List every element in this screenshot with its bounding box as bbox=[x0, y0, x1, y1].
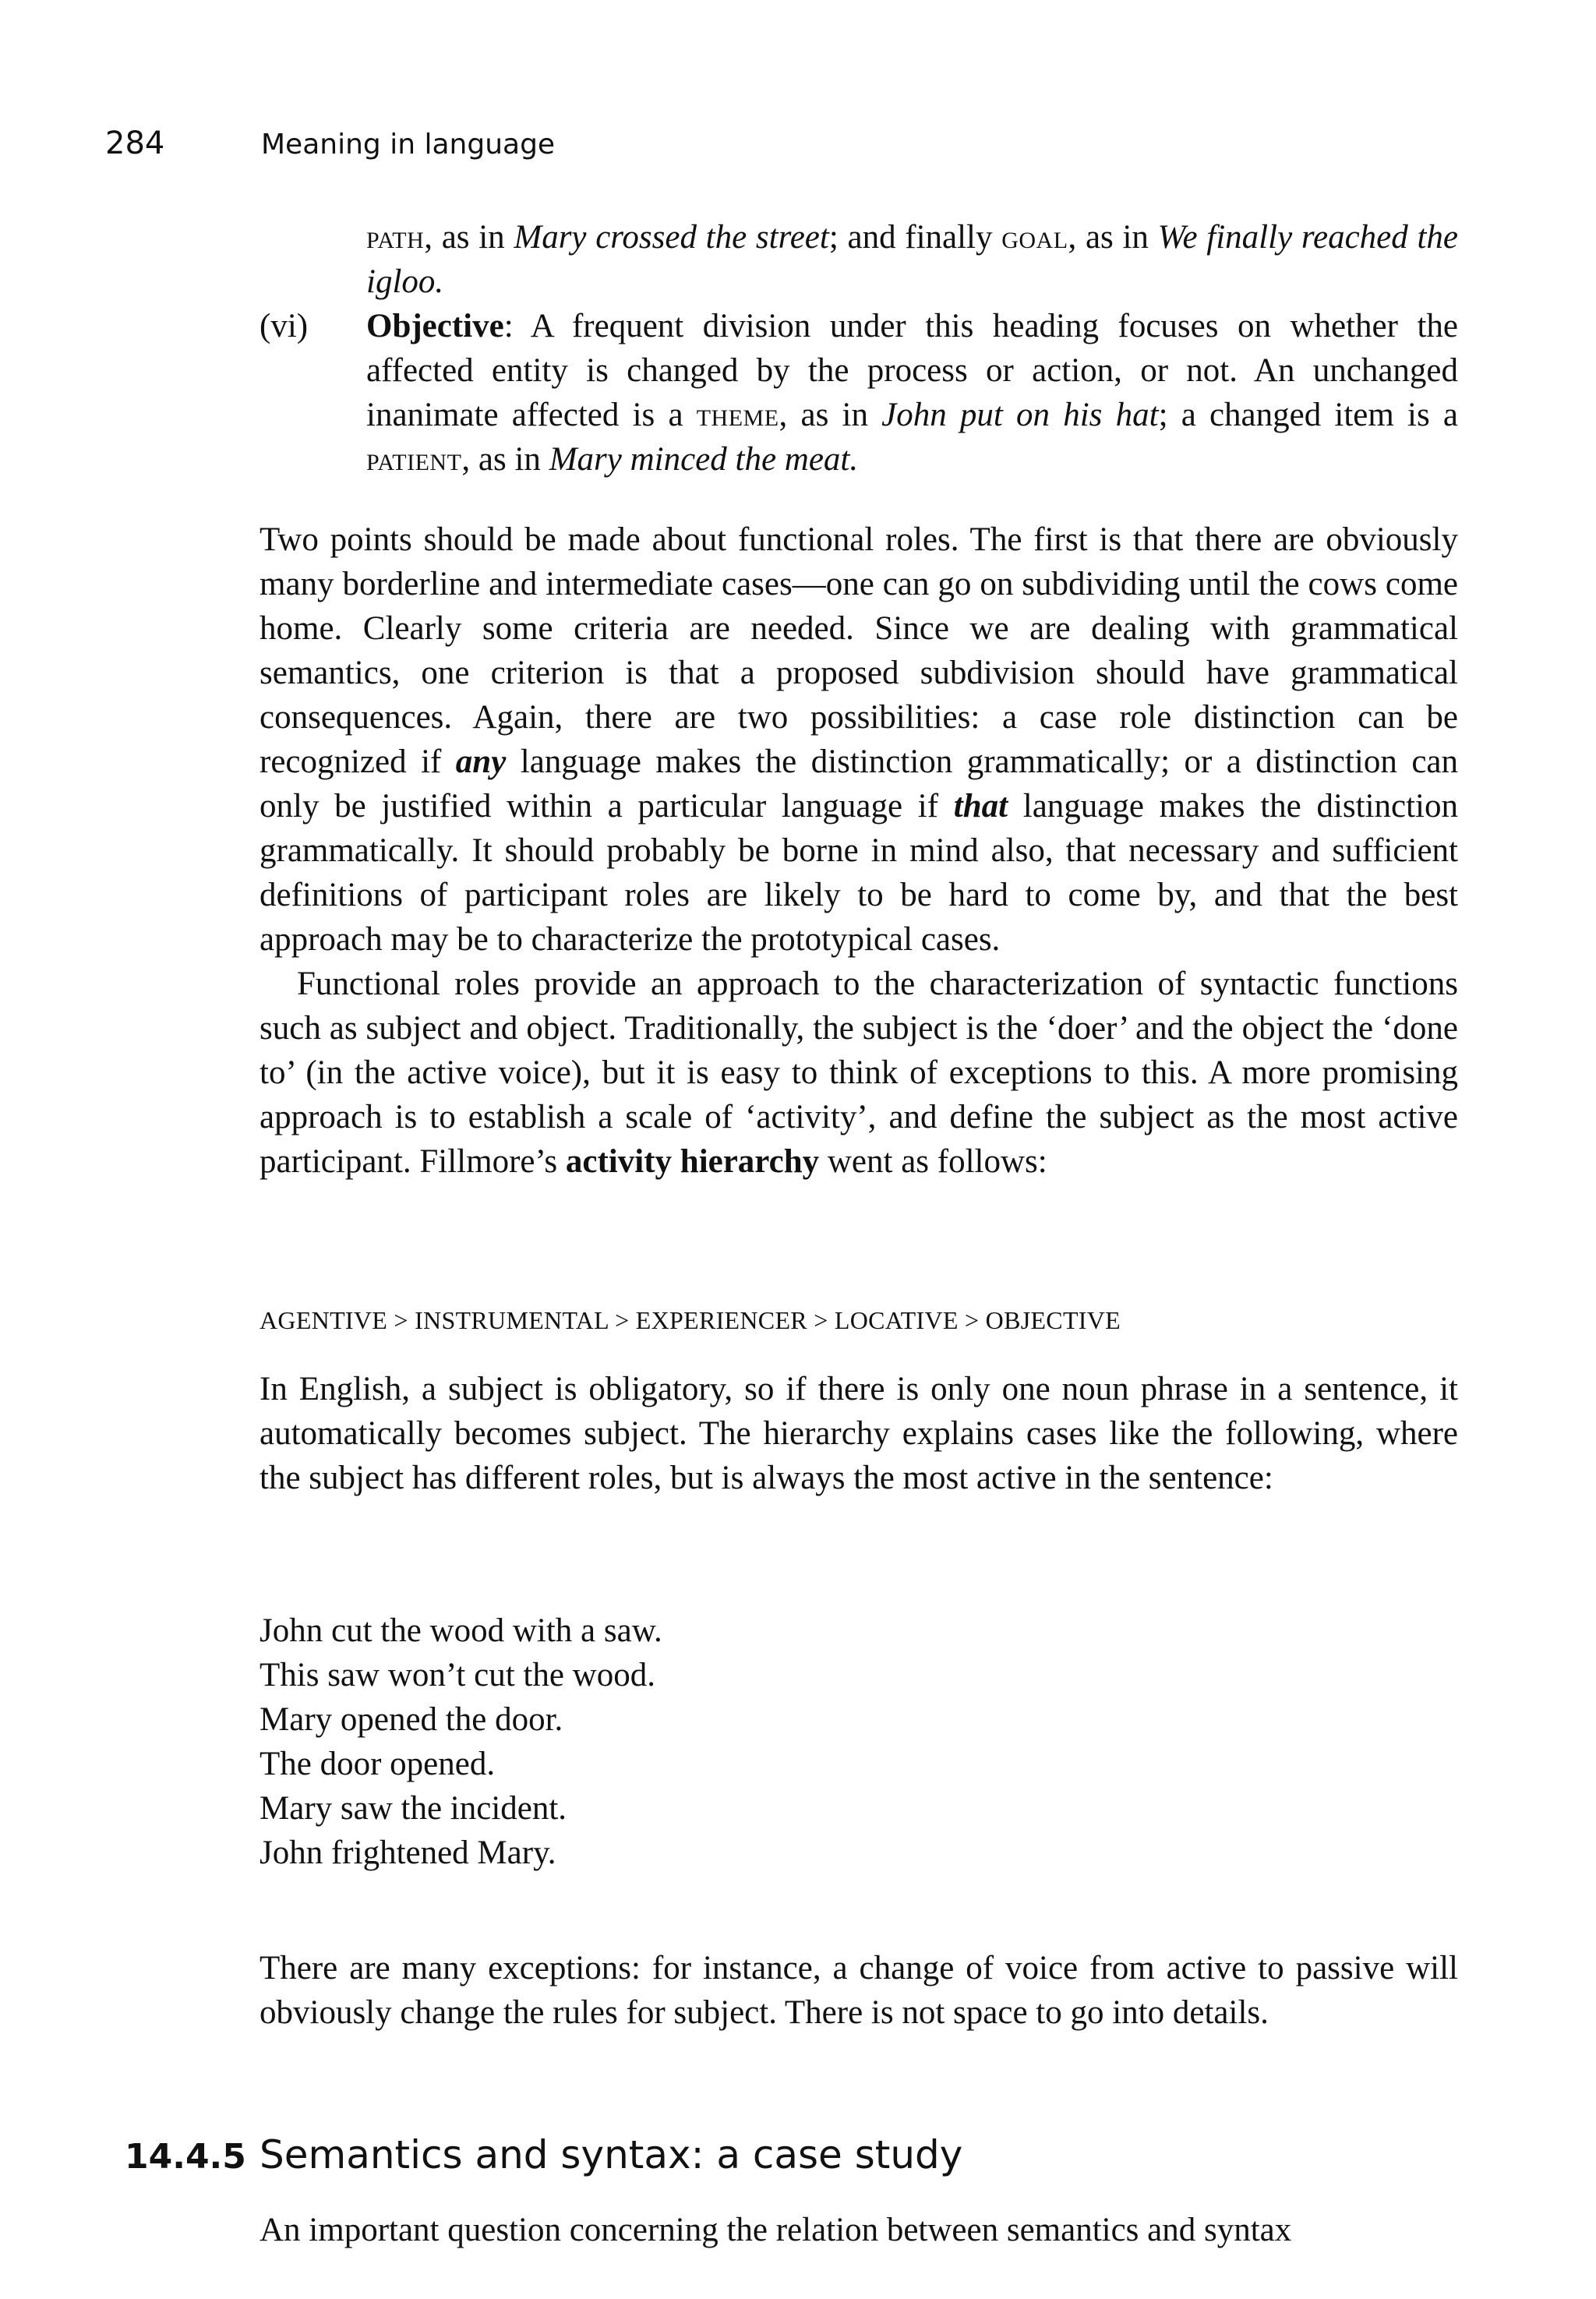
theme-example: John put on his hat bbox=[881, 397, 1159, 433]
patient-term: patient bbox=[366, 441, 462, 478]
running-head bbox=[105, 125, 555, 164]
list-continuation bbox=[366, 215, 1458, 304]
term-activity-hierarchy: activity hierarchy bbox=[565, 1143, 820, 1180]
example-sentence: Mary opened the door. bbox=[260, 1701, 563, 1738]
list-item-text: Objective: A frequent division under this heading focuses on whether the affected entity is changed by the process or action, or not. An unchanged inanimate affected is a theme, as in John put on his hat; a changed item is a patient, as in Mary minced the meat. bbox=[366, 308, 1458, 478]
example-sentence: This saw won’t cut the wood. bbox=[260, 1657, 655, 1693]
example-sentences bbox=[260, 1609, 662, 1875]
example-sentence: John cut the wood with a saw. bbox=[260, 1612, 662, 1649]
page-number: 284 bbox=[105, 125, 165, 161]
goal-example: We finally reached the igloo. bbox=[366, 219, 1458, 300]
paragraph-semantics-syntax: An important question concerning the relation between semantics and syntax bbox=[260, 2212, 1292, 2248]
activity-hierarchy: AGENTIVE > INSTRUMENTAL > EXPERIENCER > LOCATIVE > OBJECTIVE bbox=[260, 1306, 1121, 1334]
paragraph-functional-roles: Two points should be made about functional roles. The first is that there are obviously many borderline and intermediate cases—one can go on subdividing until the cows come home. Clearly some criteria are needed. Since we are dealing with grammatical semantics, one criterion is that a proposed subdivision should have grammatical consequences. Again, there are two possibilities: a case role distinction can be recognized if any language makes the distinction grammatically; or a distinction can only be justified within a particular language if that language makes the distinction grammatically. It should probably be borne in mind also, that necessary and sufficient definitions of participant roles are likely to be hard to come by, and that the best approach may be to characterize the prototypical cases. bbox=[260, 521, 1458, 958]
book-title: Meaning in language bbox=[261, 129, 556, 161]
example-sentence: John frightened Mary. bbox=[260, 1835, 556, 1871]
theme-term: theme bbox=[696, 397, 779, 433]
example-sentence: Mary saw the incident. bbox=[260, 1790, 567, 1827]
goal-term: goal bbox=[1001, 219, 1068, 256]
patient-example: Mary minced the meat. bbox=[549, 441, 859, 478]
list-marker: (vi) bbox=[260, 308, 309, 344]
list-continuation-text: path, as in Mary crossed the street; and finally goal, as in We finally reached the igloo. bbox=[366, 219, 1458, 300]
section-number: 14.4.5 bbox=[125, 2137, 246, 2177]
paragraph-syntactic-functions: Functional roles provide an approach to the characterization of syntactic functions such as subject and object. Traditionally, the subject is the ‘doer’ and the object the ‘done to’ (in the active voice), but it is easy to think of exceptions to this. A more promising approach is to establish a scale of ‘activity’, and define the subject as the most active participant. Fillmore’s activity hierarchy went as follows: bbox=[260, 966, 1458, 1180]
paragraph-subject-obligatory: In English, a subject is obligatory, so if there is only one noun phrase in a sentence, it automatically becomes subject. The hierarchy explains cases like the following, where the subject has different roles, but is always the most active in the sentence: bbox=[260, 1371, 1458, 1496]
section-heading bbox=[125, 2132, 962, 2177]
emphasis-that: that bbox=[953, 788, 1008, 825]
section-title: Semantics and syntax: a case study bbox=[260, 2132, 963, 2177]
objective-heading: Objective bbox=[366, 308, 504, 344]
main-text bbox=[260, 517, 1458, 1184]
list-item-vi bbox=[260, 304, 1458, 482]
path-term: path bbox=[366, 219, 425, 256]
path-example: Mary crossed the street bbox=[514, 219, 829, 256]
paragraph-exceptions: There are many exceptions: for instance, a change of voice from active to passive will obviously change the rules for subject. There is not space to go into details. bbox=[260, 1950, 1458, 2031]
example-sentence: The door opened. bbox=[260, 1746, 496, 1782]
emphasis-any: any bbox=[455, 743, 507, 780]
